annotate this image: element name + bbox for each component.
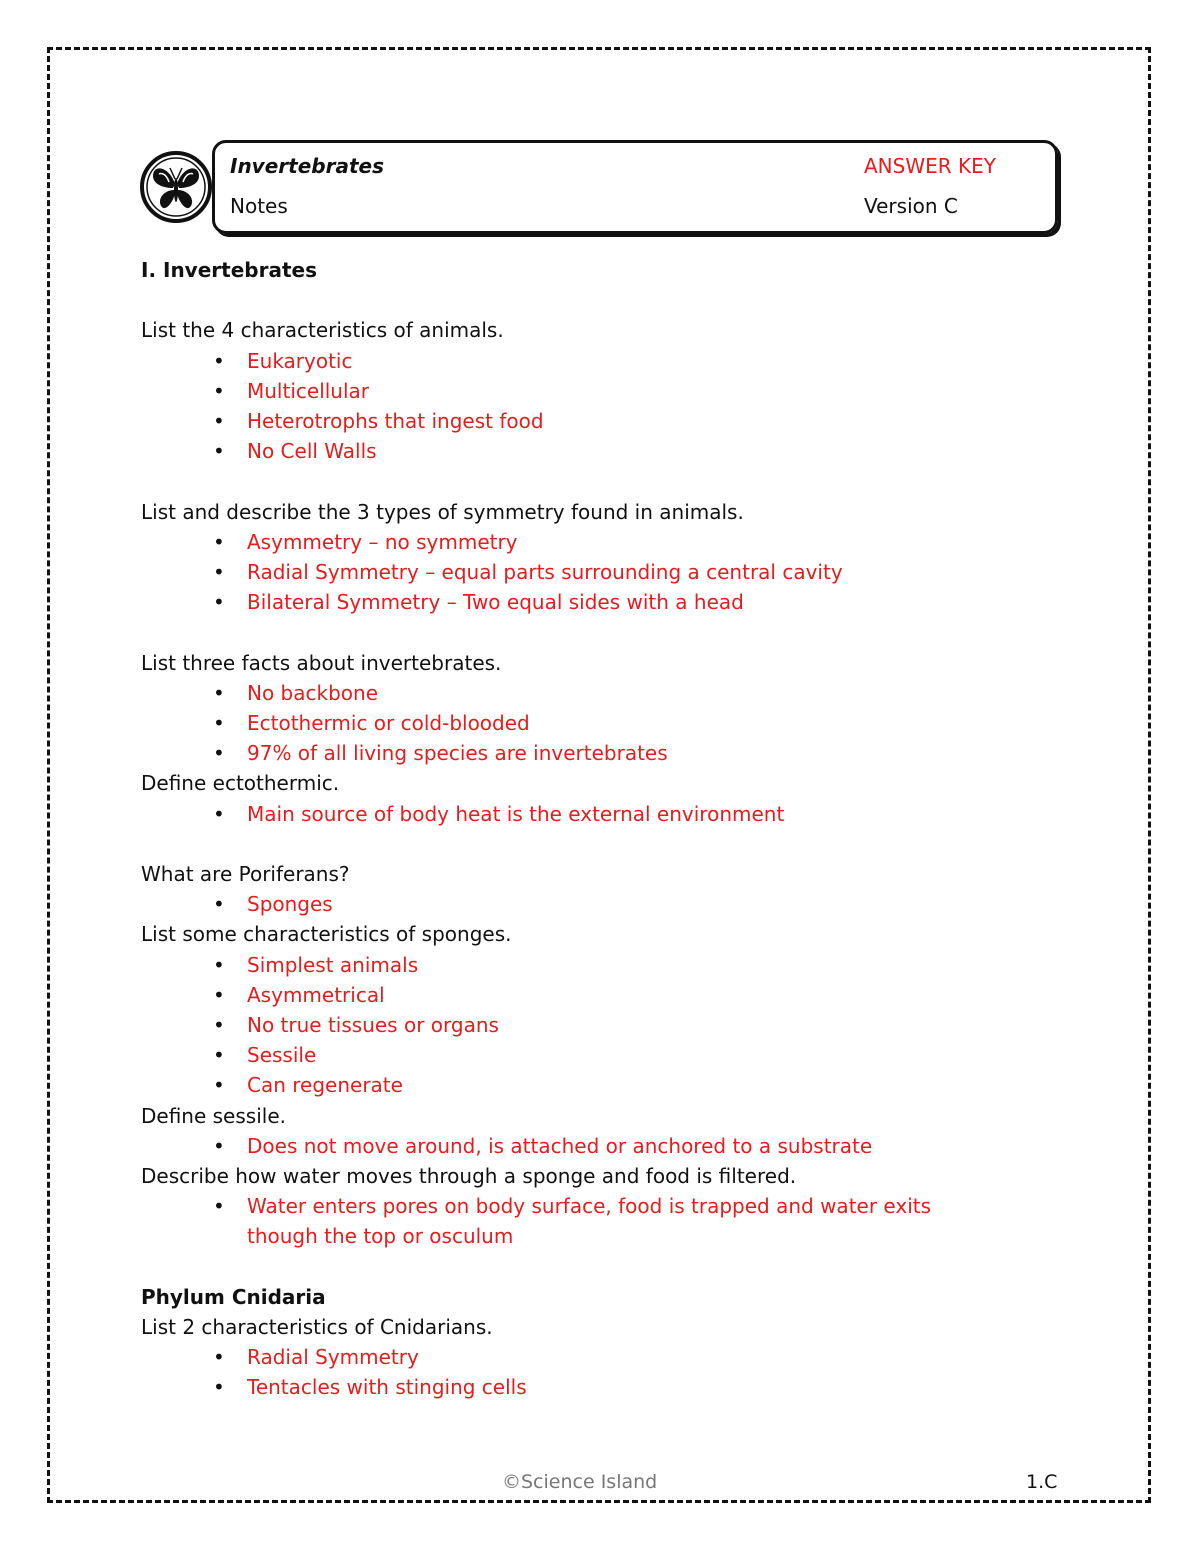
question: List 2 characteristics of Cnidarians. bbox=[141, 1315, 493, 1340]
answer-list bbox=[141, 1191, 1041, 1251]
section-title: I. Invertebrates bbox=[141, 258, 317, 282]
answer-item: • Eukaryotic bbox=[213, 348, 353, 373]
question: List the 4 characteristics of animals. bbox=[141, 318, 504, 343]
answer-item: • Does not move around, is attached or anchored to a substrate bbox=[213, 1133, 873, 1158]
answer-item: • Asymmetry – no symmetry bbox=[213, 529, 518, 554]
answer-item: • Bilateral Symmetry – Two equal sides with a head bbox=[213, 590, 744, 615]
page-number: 1.C bbox=[1026, 1471, 1058, 1493]
copyright-footer: ©Science Island bbox=[502, 1471, 658, 1493]
answer-item: • Sessile bbox=[213, 1043, 317, 1068]
answer-item: • Water enters pores on body surface, food is trapped and water exits though the top or osculum bbox=[213, 1194, 932, 1249]
question: Describe how water moves through a sponge and food is filtered. bbox=[141, 1164, 797, 1189]
version-label: Version C bbox=[864, 194, 958, 218]
answer-list bbox=[141, 1342, 1041, 1402]
answer-item: • Can regenerate bbox=[213, 1073, 403, 1098]
answer-key-label: ANSWER KEY bbox=[864, 154, 996, 178]
answer-list bbox=[141, 527, 1041, 618]
answer-item: • Heterotrophs that ingest food bbox=[213, 409, 544, 433]
question: List three facts about invertebrates. bbox=[141, 650, 502, 675]
answer-list bbox=[141, 950, 1041, 1101]
answer-item: • Simplest animals bbox=[213, 952, 419, 977]
question: List and describe the 3 types of symmetry found in animals. bbox=[141, 499, 744, 524]
subsection-title: Phylum Cnidaria bbox=[141, 1284, 326, 1309]
answer-item: • Ectothermic or cold-blooded bbox=[213, 711, 530, 735]
answer-item: • Radial Symmetry bbox=[213, 1345, 419, 1370]
answer-item: • 97% of all living species are invertebrates bbox=[213, 741, 668, 766]
question: List some characteristics of sponges. bbox=[141, 922, 512, 947]
question: Define sessile. bbox=[141, 1103, 286, 1128]
answer-item: • No true tissues or organs bbox=[213, 1013, 499, 1038]
doc-subtitle: Notes bbox=[230, 194, 288, 218]
question: Define ectothermic. bbox=[141, 771, 340, 796]
question: What are Poriferans? bbox=[141, 862, 350, 886]
answer-list bbox=[141, 889, 1041, 919]
answer-list bbox=[141, 678, 1041, 769]
answer-item: • Asymmetrical bbox=[213, 982, 385, 1007]
answer-list bbox=[141, 799, 1041, 829]
answer-item: • Tentacles with stinging cells bbox=[213, 1375, 527, 1400]
notes-content bbox=[141, 255, 1041, 1403]
answer-item: • Sponges bbox=[213, 892, 333, 917]
butterfly-icon bbox=[139, 150, 213, 224]
doc-title: Invertebrates bbox=[230, 154, 384, 178]
answer-item: • Main source of body heat is the external environment bbox=[213, 801, 785, 826]
answer-item: • No backbone bbox=[213, 680, 378, 705]
answer-item: • Radial Symmetry – equal parts surrounding a central cavity bbox=[213, 560, 843, 584]
answer-list bbox=[141, 1131, 1041, 1161]
answer-list bbox=[141, 346, 1041, 467]
answer-item: • Multicellular bbox=[213, 378, 370, 403]
answer-item: • No Cell Walls bbox=[213, 439, 377, 464]
